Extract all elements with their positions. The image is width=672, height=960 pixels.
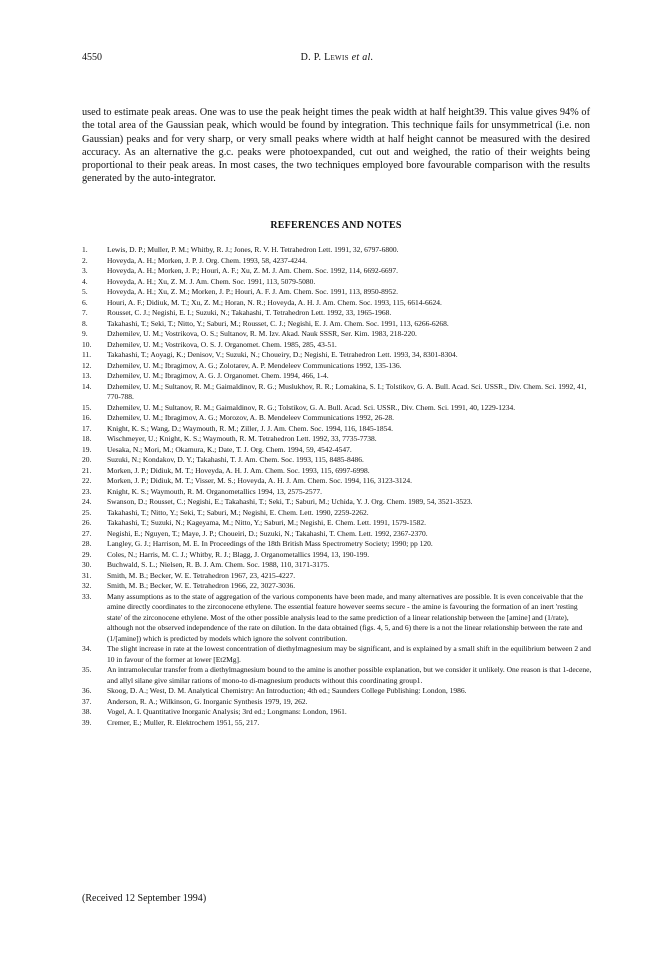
reference-item <box>82 277 592 288</box>
reference-item <box>82 697 592 708</box>
reference-number: 10. <box>82 339 92 349</box>
reference-item <box>82 287 592 298</box>
reference-text: Smith, M. B.; Becker, W. E. Tetrahedron 1966, 22, 3027-3036. <box>107 581 296 590</box>
reference-text: Coles, N.; Harris, M. C. J.; Whitby, R. J.; Blagg, J. Organometallics 1994, 13, 190-199. <box>107 549 370 559</box>
reference-number: 29. <box>82 549 92 559</box>
reference-number: 11. <box>82 350 92 359</box>
reference-text: Hoveyda, A. H.; Xu, Z. M.; Morken, J. P.; Houri, A. F. J. Am. Chem. Soc. 1991, 113, 8950-8952. <box>107 287 398 296</box>
reference-number: 38. <box>82 707 92 716</box>
running-header <box>82 52 592 66</box>
reference-number: 16. <box>82 413 92 422</box>
reference-number: 32. <box>82 581 92 590</box>
reference-number: 36. <box>82 686 92 695</box>
reference-item <box>82 361 592 372</box>
reference-number: 18. <box>82 434 92 443</box>
received-date: 12 September 1994 <box>125 893 203 904</box>
reference-text: Takahashi, T.; Suzuki, N.; Kageyama, M.; Nitto, Y.; Saburi, M.; Negishi, E. Chem. Lett. 1991, 1579-1582. <box>107 518 426 527</box>
reference-number: 39. <box>82 717 92 727</box>
author-etal: et al. <box>351 52 374 63</box>
reference-item <box>82 329 592 340</box>
references-heading: REFERENCES AND NOTES <box>270 220 402 231</box>
reference-number: 14. <box>82 381 92 391</box>
reference-item <box>82 266 592 277</box>
reference-item <box>82 718 592 729</box>
intro-paragraph: used to estimate peak areas. One was to use the peak height times the peak width at half height39. This value gives 94% of the total area of the Gaussian peak, which would be found by integration. This technique fails for unsymmetrical (i.e. non Gaussian) peaks and for very sharp, or very small peaks where width at half height cannot be measured with the desired accuracy. As an alternative the g.c. peaks were photoexpanded, cut out and weighed, the ratio of their weights being proportional to their peak areas. In most cases, the two techniques employed bore favourable comparison with the results generated by the auto-integrator. <box>82 107 590 185</box>
reference-text: Dzhemilev, U. M.; Ibragimov, A. G.; Zolotarev, A. P. Mendeleev Communications 1992, 135-136. <box>107 360 402 370</box>
reference-text: Skoog, D. A.; West, D. M. Analytical Chemistry: An Introduction; 4th ed.; Saunders College Publishing: London, 1986. <box>107 686 467 695</box>
author-name-smallcaps: ewis <box>330 52 349 63</box>
reference-item <box>82 413 592 424</box>
reference-item <box>82 644 592 665</box>
reference-text: Dzhemilev, U. M.; Ibragimov, A. G. J. Organomet. Chem. 1994, 466, 1-4. <box>107 371 329 380</box>
received-suffix: ) <box>202 893 207 904</box>
reference-number: 8. <box>82 318 88 328</box>
reference-text: An intramolecular transfer from a diethylmagnesium bound to the amine is another possible explanation, but we consider it unlikely. One reason is that 1-decene, and allyl silane give similar rations of mono-to di-magnesium products without this coordinating group1. <box>107 665 592 685</box>
reference-item <box>82 560 592 571</box>
reference-item <box>82 518 592 529</box>
reference-number: 28. <box>82 539 92 548</box>
reference-text: Langley, G. J.; Harrison, M. E. In Proceedings of the 18th British Mass Spectrometry Society; 1990; pp 120. <box>107 539 433 548</box>
reference-text: Hoveyda, A. H.; Morken, J. P.; Houri, A. F.; Xu, Z. M. J. Am. Chem. Soc. 1992, 114, 6692-6697. <box>107 266 398 275</box>
reference-number: 2. <box>82 255 88 265</box>
reference-text: Houri, A. F.; Didiuk, M. T.; Xu, Z. M.; Horan, N. R.; Hoveyda, A. H. J. Am. Chem. Soc. 1993, 115, 6614-6624. <box>107 297 442 307</box>
reference-item <box>82 686 592 697</box>
reference-number: 21. <box>82 465 92 475</box>
reference-number: 31. <box>82 570 92 580</box>
reference-number: 15. <box>82 402 92 412</box>
reference-item <box>82 592 592 645</box>
reference-text: Knight, K. S.; Wang, D.; Waymouth, R. M.; Ziller, J. J. Am. Chem. Soc. 1994, 116, 1845-1854. <box>107 423 394 433</box>
reference-item <box>82 497 592 508</box>
reference-text: Anderson, R. A.; Wilkinson, G. Inorganic Synthesis 1979, 19, 262. <box>107 696 308 706</box>
reference-text: Lewis, D. P.; Muller, P. M.; Whitby, R. J.; Jones, R. V. H. Tetrahedron Lett. 1991, 32, 6797-6800. <box>107 245 399 254</box>
reference-item <box>82 550 592 561</box>
reference-text: Suzuki, N.; Kondakov, D. Y.; Takahashi, T. J. Am. Chem. Soc. 1993, 115, 8485-8486. <box>107 455 364 464</box>
reference-number: 9. <box>82 329 88 338</box>
reference-item <box>82 245 592 256</box>
reference-item <box>82 434 592 445</box>
reference-number: 35. <box>82 665 92 674</box>
reference-text: Dzhemilev, U. M.; Ibragimov, A. G.; Morozov, A. B. Mendeleev Communications 1992, 26-28. <box>107 413 395 422</box>
reference-number: 25. <box>82 507 92 517</box>
reference-number: 24. <box>82 497 92 506</box>
reference-text: Vogel, A. I. Quantitative Inorganic Analysis; 3rd ed.; Longmans: London, 1961. <box>107 707 347 716</box>
reference-text: Rousset, C. J.; Negishi, E. I.; Suzuki, N.; Takahashi, T. Tetrahedron Lett. 1992, 33, 1965-1968. <box>107 308 392 317</box>
author-name: D. P. L <box>300 52 331 63</box>
reference-text: Negishi, E.; Nguyen, T.; Maye, J. P.; Choueiri, D.; Suzuki, N.; Takahashi, T. Chem. Lett. 1992, 2367-2370. <box>107 528 428 538</box>
reference-item <box>82 455 592 466</box>
reference-item <box>82 256 592 267</box>
reference-item <box>82 581 592 592</box>
reference-number: 20. <box>82 455 92 464</box>
reference-item <box>82 319 592 330</box>
reference-text: Morken, J. P.; Didiuk, M. T.; Visser, M. S.; Hoveyda, A. H. J. Am. Chem. Soc. 1994, 116, 3123-3124. <box>107 476 413 485</box>
reference-number: 37. <box>82 696 92 706</box>
reference-number: 34. <box>82 644 92 653</box>
reference-text: Knight, K. S.; Waymouth, R. M. Organometallics 1994, 13, 2575-2577. <box>107 486 322 496</box>
reference-text: Takahashi, T.; Aoyagi, K.; Denisov, V.; Suzuki, N.; Choueiry, D.; Negishi, E. Tetrahedron Lett. 1993, 34, 8301-8304. <box>107 350 458 359</box>
reference-item <box>82 350 592 361</box>
reference-item <box>82 571 592 582</box>
reference-text: Takahashi, T.; Seki, T.; Nitto, Y.; Saburi, M.; Rousset, C. J.; Negishi, E. J. Am. Chem. Soc. 1991, 113, 6266-6268. <box>107 318 449 328</box>
reference-item <box>82 707 592 718</box>
reference-item <box>82 508 592 519</box>
page-number: 4550 <box>82 52 102 63</box>
reference-text: Dzhemilev, U. M.; Sultanov, R. M.; Gaimaldinov, R. G.; Tolstikov, G. A. Bull. Acad. Sci. USSR., Div. Chem. Sci. 1991, 40, 1229-1234. <box>107 402 516 412</box>
reference-text: Wischmeyer, U.; Knight, K. S.; Waymouth, R. M. Tetrahedron Lett. 1992, 33, 7735-7738. <box>107 434 377 443</box>
reference-item <box>82 403 592 414</box>
reference-number: 3. <box>82 266 88 275</box>
reference-number: 23. <box>82 486 92 496</box>
reference-item <box>82 539 592 550</box>
reference-text: Takahashi, T.; Nitto, Y.; Seki, T.; Saburi, M.; Negishi, E. Chem. Lett. 1990, 2259-2262. <box>107 507 369 517</box>
reference-item <box>82 371 592 382</box>
author-running-head <box>82 52 592 63</box>
reference-text: Many assumptions as to the state of aggregation of the various components have been made, and many alternatives are possible. It is even conceivable that the amine directly coordinates to the zirconocene ethylene. The essential feature however seems secure - the amine is favouring the formation of an inert 'resting state' of the zirconocene ethylene. Most of the other possible analysis lead to the same prediction of a linear relationship between the [amine] and (1/rate), although not the observed independence of the rate on dilution. In the data obtained (figs. 4, 5, and 6) there is a not the linear relationship between the rate and (1/[amine]) which is predicted by models which ignore the solvent contribution. <box>107 591 583 643</box>
reference-item <box>82 487 592 498</box>
reference-number: 26. <box>82 518 92 527</box>
reference-text: Dzhemilev, U. M.; Vostrikova, O. S.; Sultanov, R. M. Izv. Akad. Nauk SSSR, Ser. Kim. 1983, 218-220. <box>107 329 417 338</box>
reference-text: Uesaka, N.; Mori, M.; Okamura, K.; Date, T. J. Org. Chem. 1994, 59, 4542-4547. <box>107 444 352 454</box>
reference-number: 19. <box>82 444 92 454</box>
reference-text: Buchwald, S. L.; Nielsen, R. B. J. Am. Chem. Soc. 1988, 110, 3171-3175. <box>107 560 330 569</box>
received-note <box>82 893 206 904</box>
reference-number: 27. <box>82 528 92 538</box>
reference-item <box>82 382 592 403</box>
reference-text: Hoveyda, A. H.; Morken, J. P. J. Org. Chem. 1993, 58, 4237-4244. <box>107 255 308 265</box>
reference-item <box>82 298 592 309</box>
reference-item <box>82 445 592 456</box>
reference-item <box>82 529 592 540</box>
reference-text: Smith, M. B.; Becker, W. E. Tetrahedron 1967, 23, 4215-4227. <box>107 570 296 580</box>
reference-item <box>82 424 592 435</box>
reference-text: Dzhemilev, U. M.; Vostrikova, O. S. J. Organomet. Chem. 1985, 285, 43-51. <box>107 339 337 349</box>
reference-text: Swanson, D.; Rousset, C.; Negishi, E.; Takahashi, T.; Seki, T.; Saburi, M.; Uchida, Y. J. Org. Chem. 1989, 54, 3521-3523. <box>107 497 473 506</box>
reference-number: 7. <box>82 308 88 317</box>
reference-number: 4. <box>82 276 88 286</box>
reference-number: 6. <box>82 297 88 307</box>
reference-number: 22. <box>82 476 92 485</box>
reference-text: Dzhemilev, U. M.; Sultanov, R. M.; Gaimaldinov, R. G.; Muslukhov, R. R.; Lomakina, S. I.; Tolstikov, G. A. Bull. Acad. Sci. USSR., Div. Chem. Sci. 1992, 41, 770-788. <box>107 381 587 401</box>
reference-item <box>82 476 592 487</box>
reference-item <box>82 340 592 351</box>
reference-item <box>82 308 592 319</box>
reference-text: Hoveyda, A. H.; Xu, Z. M. J. Am. Chem. Soc. 1991, 113, 5079-5080. <box>107 276 316 286</box>
reference-number: 30. <box>82 560 92 569</box>
reference-number: 12. <box>82 360 92 370</box>
reference-item <box>82 466 592 477</box>
reference-item <box>82 665 592 686</box>
received-prefix: (Received <box>82 893 123 904</box>
reference-number: 1. <box>82 245 88 254</box>
reference-number: 13. <box>82 371 92 380</box>
reference-number: 33. <box>82 591 92 601</box>
reference-number: 5. <box>82 287 88 296</box>
reference-text: The slight increase in rate at the lowest concentration of diethylmagnesium may be significant, and is explained by a small shift in the equilibrium between 2 and 10 in favour of the former at lower [Et2Mg]. <box>107 644 591 664</box>
reference-number: 17. <box>82 423 92 433</box>
reference-text: Cremer, E.; Muller, R. Elektrochem 1951, 55, 217. <box>107 717 260 727</box>
reference-text: Morken, J. P.; Didiuk, M. T.; Hoveyda, A. H. J. Am. Chem. Soc. 1993, 115, 6997-6998. <box>107 465 370 475</box>
references-list <box>82 245 592 728</box>
